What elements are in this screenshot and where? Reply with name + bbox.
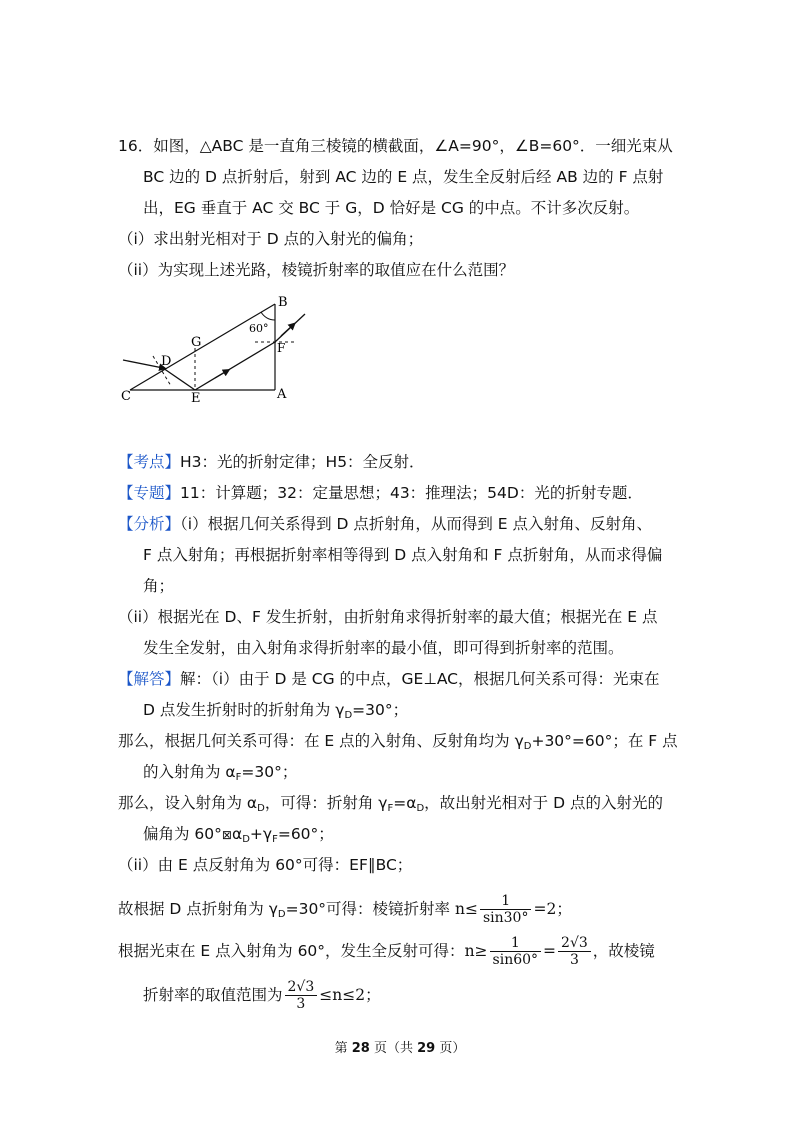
text: 页） xyxy=(435,1041,466,1056)
edge-cb xyxy=(130,304,275,390)
subscript: D xyxy=(523,741,532,752)
label-d: D xyxy=(161,354,172,369)
text: = xyxy=(543,942,557,960)
ray-exit-arrow xyxy=(281,325,293,336)
jieda-line-4 xyxy=(143,761,297,789)
text: 根据光束在 E 点入射角为 60°，发生全反射可得： xyxy=(118,942,465,960)
jieda-line-3 xyxy=(118,730,678,758)
text: 那么，根据几何关系可得：在 E 点的入射角、反射角均为 γ xyxy=(118,732,524,750)
text: 故根据 D 点折射角为 γ xyxy=(118,900,278,918)
question-line-3: 出，EG 垂直于 AC 交 BC 于 G，D 恰好是 CG 的中点。不计多次反射。 xyxy=(143,199,640,217)
label-e: E xyxy=(191,391,201,406)
fraction xyxy=(480,893,532,926)
ray-de xyxy=(163,368,195,390)
inequality: n≥ xyxy=(464,942,488,960)
jieda-line-7: （ii）由 E 点反射角为 60°可得：EF∥BC； xyxy=(118,856,413,874)
text: =30°可得：棱镜折射率 xyxy=(285,900,455,918)
subscript: D xyxy=(257,803,265,814)
fraction xyxy=(490,935,542,968)
fenxi-line-2: F 点入射角；再根据折射率相等得到 D 点入射角和 F 点折射角，从而求得偏 xyxy=(143,546,663,564)
subscript: D xyxy=(416,803,425,814)
subscript: D xyxy=(242,834,250,845)
kaodian-text: H3：光的折射定律；H5：全反射． xyxy=(180,453,425,471)
text: 偏角为 60° xyxy=(143,825,222,843)
text: =30°； xyxy=(352,701,409,719)
kaodian-line xyxy=(118,451,425,473)
denominator: sin30° xyxy=(482,910,529,926)
total-pages: 29 xyxy=(417,1041,436,1056)
text: =30°； xyxy=(241,763,298,781)
kaodian-tag: 【考点】 xyxy=(118,453,181,471)
text: ，故出射光相对于 D 点的入射光的 xyxy=(424,794,663,812)
fenxi-line-3: 角； xyxy=(143,577,175,595)
jieda-line-5 xyxy=(118,792,663,820)
text: 页（共 xyxy=(369,1041,418,1056)
fraction xyxy=(285,979,318,1012)
prism-diagram xyxy=(115,290,315,410)
numerator: 2√3 xyxy=(558,935,591,952)
ray-incident xyxy=(123,360,163,368)
zhuanti-tag: 【专题】 xyxy=(118,484,181,502)
text: =α xyxy=(393,794,417,812)
subscript: F xyxy=(272,834,278,845)
text: D 点发生折射时的折射角为 γ xyxy=(143,701,345,719)
numerator: 1 xyxy=(490,935,542,952)
text: +30°=60°；在 F 点 xyxy=(531,732,678,750)
ray-ef xyxy=(195,342,275,390)
angle-arc-b xyxy=(261,312,275,320)
subscript: F xyxy=(387,803,394,814)
fraction xyxy=(558,935,591,968)
subscript: D xyxy=(277,909,286,920)
text: =2； xyxy=(533,900,572,918)
label-a: A xyxy=(277,387,287,402)
subscript: D xyxy=(344,710,353,721)
label-angle: 60° xyxy=(249,322,269,335)
inequality: n≤ xyxy=(454,900,478,918)
fenxi-text-1: （i）根据几何关系得到 D 点折射角，从而得到 E 点入射角、反射角、 xyxy=(180,515,653,533)
text: ，故棱镜 xyxy=(592,942,655,960)
question-line-1: 16．如图，△ABC 是一直角三棱镜的横截面，∠A=90°，∠B=60°．一细光束从 xyxy=(118,137,673,155)
jieda-line-8 xyxy=(118,893,572,926)
text: +γ xyxy=(249,825,273,843)
text: =60°； xyxy=(277,825,334,843)
jieda-text-1: 解：（i）由于 D 是 CG 的中点，GE⊥AC，根据几何关系可得：光束在 xyxy=(180,670,660,688)
zhuanti-line xyxy=(118,482,643,504)
fenxi-line-4: （ii）根据光在 D、F 发生折射，由折射角求得折射率的最大值；根据光在 E 点 xyxy=(118,608,658,626)
zhuanti-text: 11：计算题；32：定量思想；43：推理法；54D：光的折射专题． xyxy=(180,484,643,502)
denominator: 3 xyxy=(569,952,579,968)
numerator: 1 xyxy=(480,893,532,910)
subscript: F xyxy=(235,772,242,783)
question-part-2: （ii）为实现上述光路，棱镜折射率的取值应在什么范围？ xyxy=(118,261,515,279)
jieda-line-10 xyxy=(143,979,381,1012)
numerator: 2√3 xyxy=(285,979,318,996)
denominator: 3 xyxy=(296,996,306,1012)
label-g: G xyxy=(191,335,202,350)
denominator: sin60° xyxy=(492,952,539,968)
fenxi-tag: 【分析】 xyxy=(118,515,181,533)
text: 的入射角为 α xyxy=(143,763,236,781)
label-c: C xyxy=(121,389,131,404)
page-footer xyxy=(0,1037,800,1056)
text: 折射率的取值范围为 xyxy=(143,986,283,1004)
label-b: B xyxy=(278,295,288,310)
missing-glyph: ⊠ xyxy=(221,828,232,842)
jieda-tag: 【解答】 xyxy=(118,670,181,688)
text: 那么，设入射角为 α xyxy=(118,794,258,812)
text: α xyxy=(231,825,243,843)
page-number: 28 xyxy=(351,1041,370,1056)
text: ，可得：折射角 γ xyxy=(264,794,388,812)
ray-ef-arrow xyxy=(215,371,227,378)
text: ≤n≤2； xyxy=(319,986,381,1004)
question-part-1: （i）求出射光相对于 D 点的入射光的偏角； xyxy=(118,230,424,248)
jieda-line-2 xyxy=(143,699,408,727)
label-f: F xyxy=(277,341,286,355)
jieda-line-6 xyxy=(143,823,334,851)
text: 第 xyxy=(334,1041,352,1056)
fenxi-line-1 xyxy=(118,513,652,535)
question-line-2: BC 边的 D 点折射后，射到 AC 边的 E 点，发生全反射后经 AB 边的 F 点射 xyxy=(143,168,664,186)
jieda-line-9 xyxy=(118,935,655,968)
fenxi-line-5: 发生全发射，由入射角求得折射率的最小值，即可得到折射率的范围。 xyxy=(143,639,624,657)
jieda-line-1 xyxy=(118,668,660,690)
